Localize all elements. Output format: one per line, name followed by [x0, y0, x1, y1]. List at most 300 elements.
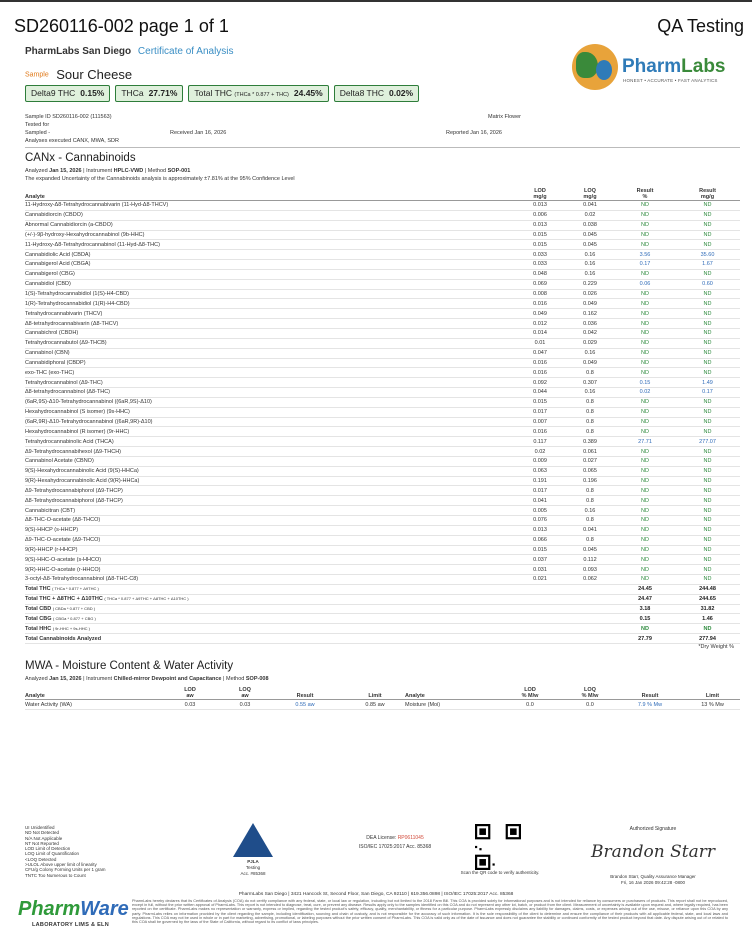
table-row [25, 476, 740, 486]
mwa-title: MWA - Moisture Content & Water Activity [25, 660, 234, 672]
lod-cell: 0.063 [515, 466, 565, 476]
result-pct-cell: ND [615, 328, 675, 338]
loq-cell: 0.093 [565, 565, 615, 575]
result-pct-cell: ND [615, 269, 675, 279]
analyte-cell: (6aR,9S)-Δ10-Tetrahydrocannabinol ((6aR,9S)-Δ10) [25, 397, 515, 407]
table-row [25, 575, 740, 585]
loq-cell: 0.036 [565, 319, 615, 329]
result-mg-cell: ND [675, 368, 740, 378]
table-row [25, 358, 740, 368]
result-mg-cell: ND [675, 575, 740, 585]
lod-cell: 0.016 [515, 427, 565, 437]
analyte-cell: Δ9-Tetrahydrocannabiphorol (Δ9-THCP) [25, 486, 515, 496]
total-label: Total THC + Δ8THC + Δ10THC ( THCa * 0.877 + Δ9THC + Δ8THC + Δ10THC ) [25, 594, 515, 604]
analyte-cell: Δ8-tetrahydrocannabivarin (Δ8-THCV) [25, 319, 515, 329]
analyte-cell: Cannabigerol Acid (CBGA) [25, 260, 515, 270]
analyte-cell: (+/-)-9β-hydroxy-Hexahydrocannabinol (9b-HHC) [25, 230, 515, 240]
total-pct: ND [615, 624, 675, 634]
lod-cell: 0.033 [515, 260, 565, 270]
mwa-cell: 0.03 [155, 700, 225, 710]
analyte-cell: Tetrahydrocannabutol (Δ9-THCB) [25, 338, 515, 348]
col-result-pct: Result % [615, 186, 675, 201]
badge-total-thc: Total THC (THCa * 0.877 + THC) 24.45% [188, 85, 328, 102]
table-row [25, 201, 740, 211]
result-mg-cell: ND [675, 496, 740, 506]
canx-meta: Analyzed Jan 15, 2026 | Instrument HPLC-VWD | Method SOP-001 [25, 168, 191, 174]
table-row [25, 437, 740, 447]
mwa-col: Analyte [25, 686, 155, 700]
analyte-cell: 3-octyl-Δ8-Tetrahydrocannabinol (Δ8-THC-C8) [25, 575, 515, 585]
loq-cell: 0.16 [565, 269, 615, 279]
dry-weight-note: *Dry Weight % [698, 644, 734, 650]
loq-cell: 0.062 [565, 575, 615, 585]
pharmlabs-logo: PharmLabs HONEST • ACCURATE • FAST ANALYTICS [572, 44, 742, 94]
result-mg-cell: ND [675, 427, 740, 437]
loq-cell: 0.8 [565, 486, 615, 496]
loq-cell: 0.041 [565, 201, 615, 211]
analyte-cell: 9(R)-HHCP (r-HHCP) [25, 545, 515, 555]
table-row [25, 289, 740, 299]
loq-cell: 0.045 [565, 240, 615, 250]
divider [25, 147, 740, 148]
mwa-cell: 7.9 % Mw [615, 700, 685, 710]
legend-item: ND Not Detected [25, 830, 60, 836]
analyte-cell: 1(S)-Tetrahydrocannabidiol (1(S)-H4-CBD) [25, 289, 515, 299]
table-row [25, 348, 740, 358]
sample-name: Sour Cheese [56, 67, 133, 83]
mwa-col: Limit [685, 686, 740, 700]
total-row [25, 594, 740, 604]
result-pct-cell: ND [615, 397, 675, 407]
lod-cell: 0.117 [515, 437, 565, 447]
legend-item: <LOQ Detected [25, 856, 57, 862]
mwa-col: LOQ % M/w [565, 686, 615, 700]
total-label: Total THC ( THCa * 0.877 + Δ9THC ) [25, 584, 515, 594]
mwa-cell: 0.0 [565, 700, 615, 710]
loq-cell: 0.8 [565, 427, 615, 437]
result-mg-cell: 0.60 [675, 279, 740, 289]
table-row [25, 447, 740, 457]
lod-cell: 0.02 [515, 447, 565, 457]
loq-cell: 0.8 [565, 407, 615, 417]
analyte-cell: Tetrahydrocannabivarin (THCV) [25, 309, 515, 319]
lod-cell: 0.015 [515, 240, 565, 250]
mwa-col: Result [265, 686, 345, 700]
total-row [25, 634, 740, 644]
lod-cell: 0.069 [515, 279, 565, 289]
result-pct-cell: ND [615, 201, 675, 211]
loq-cell: 0.389 [565, 437, 615, 447]
test-type: QA Testing [657, 16, 744, 36]
analyte-cell: 9(S)-HHC-O-acetate (s-HHCO) [25, 555, 515, 565]
analyte-cell: Cannabidiphoral (CBDP) [25, 358, 515, 368]
loq-cell: 0.065 [565, 466, 615, 476]
result-pct-cell: ND [615, 555, 675, 565]
result-mg-cell: ND [675, 407, 740, 417]
analyte-cell: Cannabinol Acetate (CBNO) [25, 456, 515, 466]
analyte-cell: 9(S)-Hexahydrocannabinolic Acid (9(S)-HHCa) [25, 466, 515, 476]
lod-cell: 0.01 [515, 338, 565, 348]
table-row [25, 250, 740, 260]
badge-thca: THCa 27.71% [115, 85, 183, 102]
table-header [25, 186, 740, 201]
analyte-cell: Tetrahydrocannabinol (Δ9-THC) [25, 378, 515, 388]
legend-item: UI Unidentified [25, 825, 55, 830]
result-mg-cell: ND [675, 348, 740, 358]
loq-cell: 0.229 [565, 279, 615, 289]
table-row [25, 525, 740, 535]
loq-cell: 0.041 [565, 525, 615, 535]
result-mg-cell: ND [675, 535, 740, 545]
table-row [25, 309, 740, 319]
analyte-cell: 9(S)-HHCP (s-HHCP) [25, 525, 515, 535]
table-row [25, 328, 740, 338]
result-mg-cell: ND [675, 466, 740, 476]
total-row [25, 584, 740, 594]
qr-caption: Scan the QR code to verify authenticity. [460, 870, 540, 875]
result-mg-cell: 1.67 [675, 260, 740, 270]
analyte-cell: Δ9-THC-O-acetate (Δ9-THCO) [25, 535, 515, 545]
result-mg-cell: ND [675, 456, 740, 466]
mwa-col: LOD aw [155, 686, 225, 700]
legend-item: N/A Not Applicable [25, 835, 63, 841]
result-pct-cell: ND [615, 456, 675, 466]
badge-delta9-thc: Delta9 THC 0.15% [25, 85, 110, 102]
result-pct-cell: ND [615, 476, 675, 486]
loq-cell: 0.16 [565, 260, 615, 270]
loq-cell: 0.8 [565, 496, 615, 506]
loq-cell: 0.045 [565, 230, 615, 240]
loq-cell: 0.038 [565, 220, 615, 230]
result-pct-cell: ND [615, 230, 675, 240]
total-pct: 3.18 [615, 604, 675, 614]
analyte-cell: 9(R)-Hexahydrocannabinolic Acid (9(R)-HHCa) [25, 476, 515, 486]
total-pct: 0.15 [615, 614, 675, 624]
analyte-cell: Cannabichrol (CBDH) [25, 328, 515, 338]
lod-cell: 0.031 [515, 565, 565, 575]
result-pct-cell: ND [615, 368, 675, 378]
result-mg-cell: ND [675, 230, 740, 240]
signature: Brandon Starr [590, 842, 716, 862]
result-pct-cell: ND [615, 338, 675, 348]
result-mg-cell: ND [675, 506, 740, 516]
lab-line [25, 46, 234, 57]
lod-cell: 0.006 [515, 210, 565, 220]
legend-item: LOD Limit of Detection [25, 846, 71, 852]
analyte-cell: Δ8-tetrahydrocannabinol (Δ8-THC) [25, 388, 515, 398]
result-pct-cell: ND [615, 348, 675, 358]
col-analyte: Analyte [25, 186, 515, 201]
table-row [25, 486, 740, 496]
loq-cell: 0.061 [565, 447, 615, 457]
table-row [25, 240, 740, 250]
table-row [25, 417, 740, 427]
result-mg-cell: ND [675, 447, 740, 457]
mwa-col: Result [615, 686, 685, 700]
loq-cell: 0.027 [565, 456, 615, 466]
analyte-cell: 9(R)-HHC-O-acetate (r-HHCO) [25, 565, 515, 575]
lod-cell: 0.033 [515, 250, 565, 260]
canx-uncertainty: The expanded Uncertainty of the Cannabinoids analysis is approximately ±7.81% at the 95% Confidence Level [25, 176, 295, 182]
sample-id: Sample ID SD260116-002 (111563) [25, 114, 112, 120]
table-row [25, 210, 740, 220]
loq-cell: 0.029 [565, 338, 615, 348]
analyte-cell: exo-THC (exo-THC) [25, 368, 515, 378]
lod-cell: 0.013 [515, 525, 565, 535]
analyte-cell: Cannabidiorcin (CBDO) [25, 210, 515, 220]
lod-cell: 0.076 [515, 516, 565, 526]
mwa-col: LOD % M/w [495, 686, 565, 700]
total-pct: 24.47 [615, 594, 675, 604]
mwa-meta: Analyzed Jan 15, 2026 | Instrument Chilled-mirror Dewpoint and Capacitance | Method SOP-008 [25, 676, 269, 682]
loq-cell: 0.042 [565, 328, 615, 338]
table-row [25, 516, 740, 526]
analyte-cell: Δ8-THC-O-acetate (Δ8-THCO) [25, 516, 515, 526]
lod-cell: 0.008 [515, 289, 565, 299]
result-pct-cell: ND [615, 358, 675, 368]
lod-cell: 0.021 [515, 575, 565, 585]
legend-item: NT Not Reported [25, 840, 59, 846]
table-row [25, 427, 740, 437]
qr-code-icon[interactable] [475, 824, 521, 870]
result-mg-cell: ND [675, 338, 740, 348]
lod-cell: 0.015 [515, 545, 565, 555]
lod-cell: 0.013 [515, 220, 565, 230]
dea-license: DEA License: RP0611045 ISO/IEC 17025:2017 Acc. 85368 [358, 835, 432, 850]
loq-cell: 0.049 [565, 299, 615, 309]
lod-cell: 0.041 [515, 496, 565, 506]
loq-cell: 0.162 [565, 309, 615, 319]
analyte-cell: Cannabinol (CBN) [25, 348, 515, 358]
loq-cell: 0.026 [565, 289, 615, 299]
analyses-executed: Analyses executed CANX, MWA, SDR [25, 138, 119, 144]
table-row [25, 299, 740, 309]
received: Received Jan 16, 2026 [170, 130, 227, 136]
table-row [25, 368, 740, 378]
result-mg-cell: ND [675, 289, 740, 299]
lod-cell: 0.012 [515, 319, 565, 329]
globe-icon [572, 44, 618, 90]
coa-link[interactable]: Certificate of Analysis [137, 46, 234, 57]
analyte-cell: Hexahydrocannabinol (R isomer) (9r-HHC) [25, 427, 515, 437]
legend-item: CFU/g Colony Forming Units per 1 gram [25, 867, 106, 873]
loq-cell: 0.8 [565, 397, 615, 407]
result-pct-cell: ND [615, 525, 675, 535]
pjla-triangle-icon [233, 823, 273, 857]
badge-delta8-thc: Delta8 THC 0.02% [334, 85, 419, 102]
result-mg-cell: ND [675, 328, 740, 338]
result-mg-cell: ND [675, 555, 740, 565]
lod-cell: 0.007 [515, 417, 565, 427]
loq-cell: 0.307 [565, 378, 615, 388]
analyte-cell: (6aR,9R)-Δ10-Tetrahydrocannabinol ((6aR,9R)-Δ10) [25, 417, 515, 427]
total-mg: 277.94 [675, 634, 740, 644]
result-pct-cell: ND [615, 506, 675, 516]
lod-cell: 0.014 [515, 328, 565, 338]
analyte-cell: Cannabidiolic Acid (CBDA) [25, 250, 515, 260]
loq-cell: 0.8 [565, 368, 615, 378]
analyte-cell: Tetrahydrocannabinolic Acid (THCA) [25, 437, 515, 447]
mwa-cell: 0.85 aw [345, 700, 405, 710]
result-pct-cell: ND [615, 535, 675, 545]
result-pct-cell: ND [615, 407, 675, 417]
lod-cell: 0.191 [515, 476, 565, 486]
analyte-cell: Cannabicitran (CBT) [25, 506, 515, 516]
analyte-cell: 11-Hydroxy-Δ8-Tetrahydrocannabinol (11-Hyd-Δ8-THC) [25, 240, 515, 250]
loq-cell: 0.16 [565, 348, 615, 358]
table-row [25, 545, 740, 555]
col-lod: LOD mg/g [515, 186, 565, 201]
footer-address: PharmLabs San Diego | 3421 Hancock St, Second Floor, San Diego, CA 92110 | 619.356.0898 | ISO/IEC 17025:2017 Acc. 85368 [238, 892, 514, 897]
result-pct-cell: 0.02 [615, 388, 675, 398]
mwa-col: Limit [345, 686, 405, 700]
total-mg: ND [675, 624, 740, 634]
reported: Reported Jan 16, 2026 [446, 130, 502, 136]
analyte-cell: Δ9-Tetrahydrocannabihexol (Δ9-THCH) [25, 447, 515, 457]
analyte-cell: 1(R)-Tetrahydrocannabidiol (1(R)-H4-CBD) [25, 299, 515, 309]
table-row [25, 555, 740, 565]
mwa-header [25, 686, 740, 700]
col-result-mg: Result mg/g [675, 186, 740, 201]
mwa-table [25, 686, 740, 710]
pjla-badge: PJLA Testing Acc. #85368 [225, 823, 285, 879]
table-row [25, 466, 740, 476]
lod-cell: 0.047 [515, 348, 565, 358]
result-pct-cell: 0.17 [615, 260, 675, 270]
total-pct: 27.79 [615, 634, 675, 644]
result-pct-cell: 27.71 [615, 437, 675, 447]
result-pct-cell: ND [615, 417, 675, 427]
analyte-cell: Hexahydrocannabinol (S isomer) (9s-HHC) [25, 407, 515, 417]
table-row [25, 496, 740, 506]
loq-cell: 0.045 [565, 545, 615, 555]
disclaimer: PharmLabs hereby declares that its Certificates of Analysis (COA) do not certify compliance with any federal, state, or local law or regulation, including but not limited to the 2018 Farm Bill. This COA is provided solely for informational purposes and is not intended for reliance by consumers or purchasers of products. This report shall not be reproduced, except in full, without the prior written approval of PharmLabs. This report is not intended to diagnose, treat, cure, or prevent any disease. Results apply only to the samples identified on this COA and do not represent any other lot, batch, or product from the client. Measurement of uncertainty is available upon request and, where legally required, has been reported on the certificate. PharmLabs makes no representation or warranty, express or implied, regarding the tested product's safety, efficacy, quality, merchantability, or fitness for a particular purpose. PharmLabs expressly disclaims any liability for damages, claims, costs, or expenses arising out of the use, misuse, or reliance upon this COA by any party. PharmLabs relies on information provided by the client regarding the sample, including identification, sourcing and chain of custody, and is not responsible for the accuracy of such information. It is the sole responsibility of the client to determine and ensure the compliance of their products with all applicable federal, state, and local laws and regulations. This COA may not be used in whole or in part for marketing, advertising, promotional, or labeling purposes without the prior written consent of PharmLabs. This COA is valid only as of the date of issuance and does not guarantee the stability or continued conformity of the tested product beyond that date. Any dispute arising out of or related to this COA shall be governed by the laws of the State of California, without regard to its conflict of laws principles. [132, 899, 728, 925]
table-row [25, 565, 740, 575]
table-row [25, 407, 740, 417]
mwa-cell: Water Activity (WA) [25, 700, 155, 710]
result-pct-cell: ND [615, 309, 675, 319]
result-mg-cell: ND [675, 565, 740, 575]
result-pct-cell: ND [615, 466, 675, 476]
analyte-cell: Δ8-Tetrahydrocannabiphorol (Δ8-THCP) [25, 496, 515, 506]
legend-item: >ULOL Above upper limit of linearity [25, 862, 97, 868]
lod-cell: 0.049 [515, 309, 565, 319]
result-mg-cell: ND [675, 545, 740, 555]
loq-cell: 0.16 [565, 506, 615, 516]
result-mg-cell: ND [675, 525, 740, 535]
total-mg: 1.46 [675, 614, 740, 624]
mwa-cell: 0.0 [495, 700, 565, 710]
result-pct-cell: 0.15 [615, 378, 675, 388]
lod-cell: 0.013 [515, 201, 565, 211]
mwa-cell: 0.03 [225, 700, 265, 710]
lod-cell: 0.009 [515, 456, 565, 466]
result-mg-cell: ND [675, 240, 740, 250]
lod-cell: 0.015 [515, 397, 565, 407]
loq-cell: 0.8 [565, 535, 615, 545]
result-pct-cell: ND [615, 516, 675, 526]
mwa-cell: Moisture (Moi) [405, 700, 495, 710]
report-id: SD260116-002 page 1 of 1 [14, 16, 229, 36]
result-pct-cell: ND [615, 240, 675, 250]
mwa-cell: 0.55 aw [265, 700, 345, 710]
total-label: Total CBG ( CBGa * 0.877 + CBG ) [25, 614, 515, 624]
table-row [25, 388, 740, 398]
result-mg-cell: 0.17 [675, 388, 740, 398]
mwa-cell: 13 % Mw [685, 700, 740, 710]
result-mg-cell: ND [675, 210, 740, 220]
table-row [25, 338, 740, 348]
result-mg-cell: ND [675, 269, 740, 279]
table-row [25, 230, 740, 240]
top-rule [0, 0, 752, 2]
lod-cell: 0.092 [515, 378, 565, 388]
table-row [25, 319, 740, 329]
result-mg-cell: 277.07 [675, 437, 740, 447]
legend-item: LOQ Limit of Quantification [25, 851, 80, 857]
loq-cell: 0.112 [565, 555, 615, 565]
loq-cell: 0.196 [565, 476, 615, 486]
table-row [25, 397, 740, 407]
lod-cell: 0.044 [515, 388, 565, 398]
result-pct-cell: ND [615, 427, 675, 437]
mwa-col: LOQ aw [225, 686, 265, 700]
table-row [25, 378, 740, 388]
analyte-cell: 11-Hydroxy-Δ8-Tetrahydrocannabivarin (11-Hyd-Δ8-THCV) [25, 201, 515, 211]
table-row [25, 260, 740, 270]
result-mg-cell: ND [675, 201, 740, 211]
mwa-row [25, 700, 740, 710]
result-mg-cell: ND [675, 220, 740, 230]
result-mg-cell: ND [675, 516, 740, 526]
result-pct-cell: ND [615, 496, 675, 506]
signer: Brandon Starr, Quality Assurance Manager Fri, 16 Jan 2026 09:42:28 -0800 [610, 874, 696, 885]
matrix: Matrix Flower [488, 114, 522, 120]
loq-cell: 0.8 [565, 516, 615, 526]
result-pct-cell: ND [615, 486, 675, 496]
lod-cell: 0.037 [515, 555, 565, 565]
table-row [25, 535, 740, 545]
lab-name: PharmLabs San Diego [25, 46, 132, 57]
loq-cell: 0.049 [565, 358, 615, 368]
loq-cell: 0.16 [565, 250, 615, 260]
result-pct-cell: ND [615, 289, 675, 299]
result-mg-cell: 1.49 [675, 378, 740, 388]
canx-title: CANx - Cannabinoids [25, 152, 136, 164]
result-mg-cell: ND [675, 358, 740, 368]
table-row [25, 456, 740, 466]
lod-cell: 0.048 [515, 269, 565, 279]
legend-item: TNTC Too Numerous to Count [25, 872, 86, 878]
pharmware-logo: PharmWare LABORATORY LIMS & ELN [18, 898, 129, 928]
result-pct-cell: ND [615, 545, 675, 555]
table-row [25, 506, 740, 516]
result-pct-cell: ND [615, 220, 675, 230]
result-mg-cell: ND [675, 299, 740, 309]
table-row [25, 279, 740, 289]
result-pct-cell: ND [615, 299, 675, 309]
signature-header: Authorized Signature [629, 826, 677, 832]
lod-cell: 0.017 [515, 407, 565, 417]
result-mg-cell: ND [675, 486, 740, 496]
total-pct: 24.45 [615, 584, 675, 594]
analyte-cell: Cannabidiol (CBD) [25, 279, 515, 289]
result-pct-cell: 3.56 [615, 250, 675, 260]
total-mg: 244.48 [675, 584, 740, 594]
abbreviation-legend [25, 825, 106, 878]
lod-cell: 0.016 [515, 368, 565, 378]
table-row [25, 220, 740, 230]
